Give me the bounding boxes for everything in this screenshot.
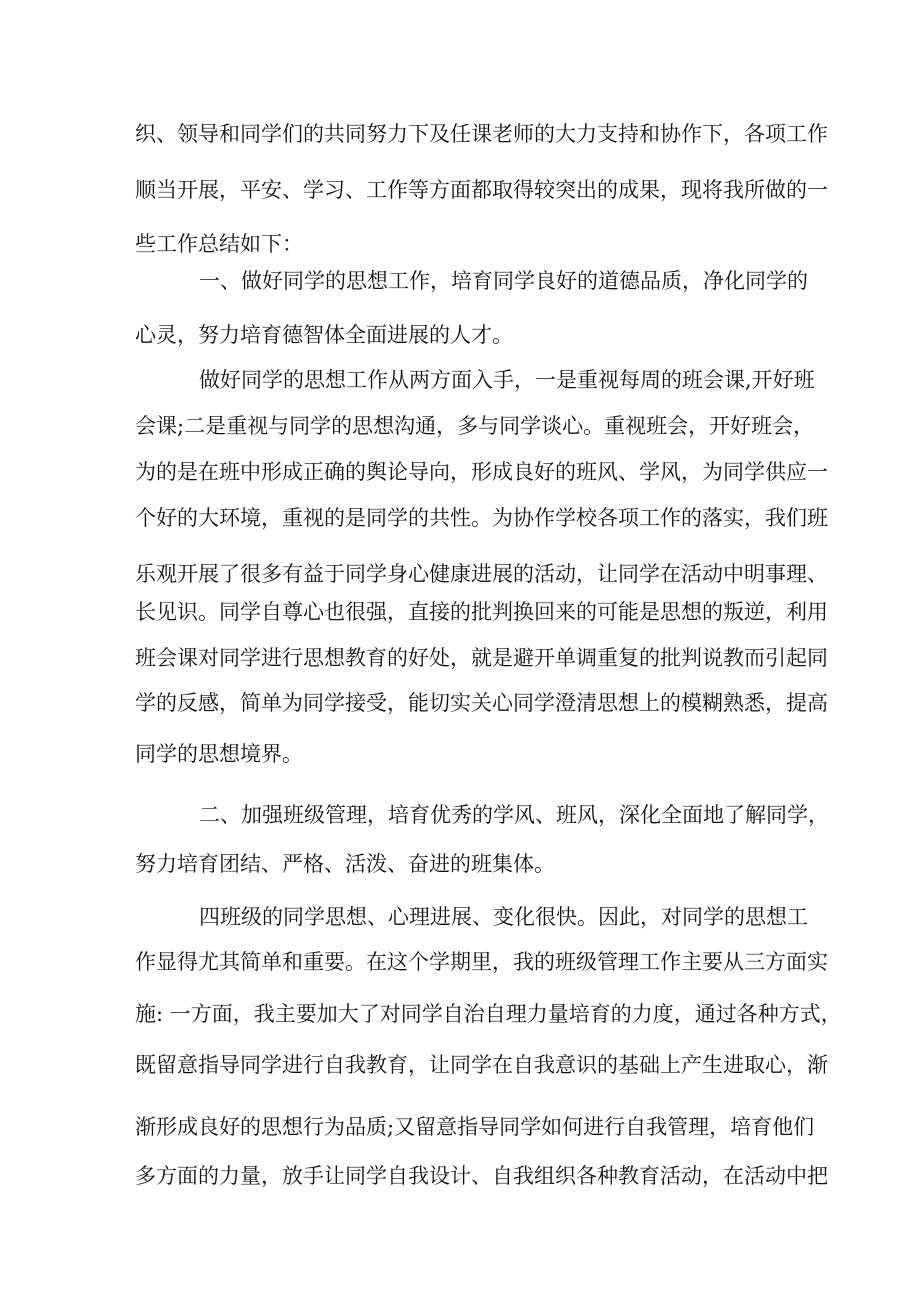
text-line: 会课;二是重视与同学的思想沟通，多与同学谈心。重视班会，开好班会，: [135, 414, 815, 438]
text-line: 既留意指导同学进行自我教育，让同学在自我意识的基础上产生进取心，渐: [135, 1053, 828, 1077]
text-line: 些工作总结如下：: [135, 232, 303, 256]
text-line: 顺当开展，平安、学习、工作等方面都取得较突出的成果，现将我所做的一: [135, 178, 828, 202]
text-line: 心灵，努力培育德智体全面进展的人才。: [135, 323, 513, 347]
text-line: 四班级的同学思想、心理进展、变化很快。因此，对同学的思想工: [199, 905, 808, 929]
text-line: 施: 一方面，我主要加大了对同学自治自理力量培育的力度，通过各种方式，: [135, 1002, 842, 1026]
text-line: 渐形成良好的思想行为品质;又留意指导同学如何进行自我管理，培育他们: [135, 1115, 815, 1139]
text-line: 织、领导和同学们的共同努力下及任课老师的大力支持和协作下，各项工作: [135, 122, 828, 146]
text-line: 同学的思想境界。: [135, 742, 303, 766]
text-line: 学的反感，简单为同学接受，能切实关心同学澄清思想上的模糊熟悉，提高: [135, 691, 828, 715]
text-line: 个好的大环境，重视的是同学的共性。为协作学校各项工作的落实，我们班: [135, 506, 828, 530]
text-line: 为的是在班中形成正确的舆论导向，形成良好的班风、学风，为同学供应一: [135, 460, 828, 484]
text-line: 班会课对同学进行思想教育的好处，就是避开单调重复的批判说教而引起同: [135, 646, 828, 670]
text-line: 作显得尤其简单和重要。在这个学期里，我的班级管理工作主要从三方面实: [135, 950, 828, 974]
text-line: 多方面的力量，放手让同学自我设计、自我组织各种教育活动，在活动中把: [135, 1164, 828, 1188]
text-line: 一、做好同学的思想工作，培育同学良好的道德品质，净化同学的: [199, 269, 808, 293]
text-line: 乐观开展了很多有益于同学身心健康进展的活动，让同学在活动中明事理、: [135, 562, 828, 586]
text-line: 二、加强班级管理，培育优秀的学风、班风，深化全面地了解同学，: [199, 803, 829, 827]
text-line: 做好同学的思想工作从两方面入手，一是重视每周的班会课,开好班: [199, 368, 815, 392]
text-line: 努力培育团结、严格、活泼、奋进的班集体。: [135, 852, 555, 876]
text-line: 长见识。同学自尊心也很强，直接的批判换回来的可能是思想的叛逆，利用: [135, 600, 828, 624]
